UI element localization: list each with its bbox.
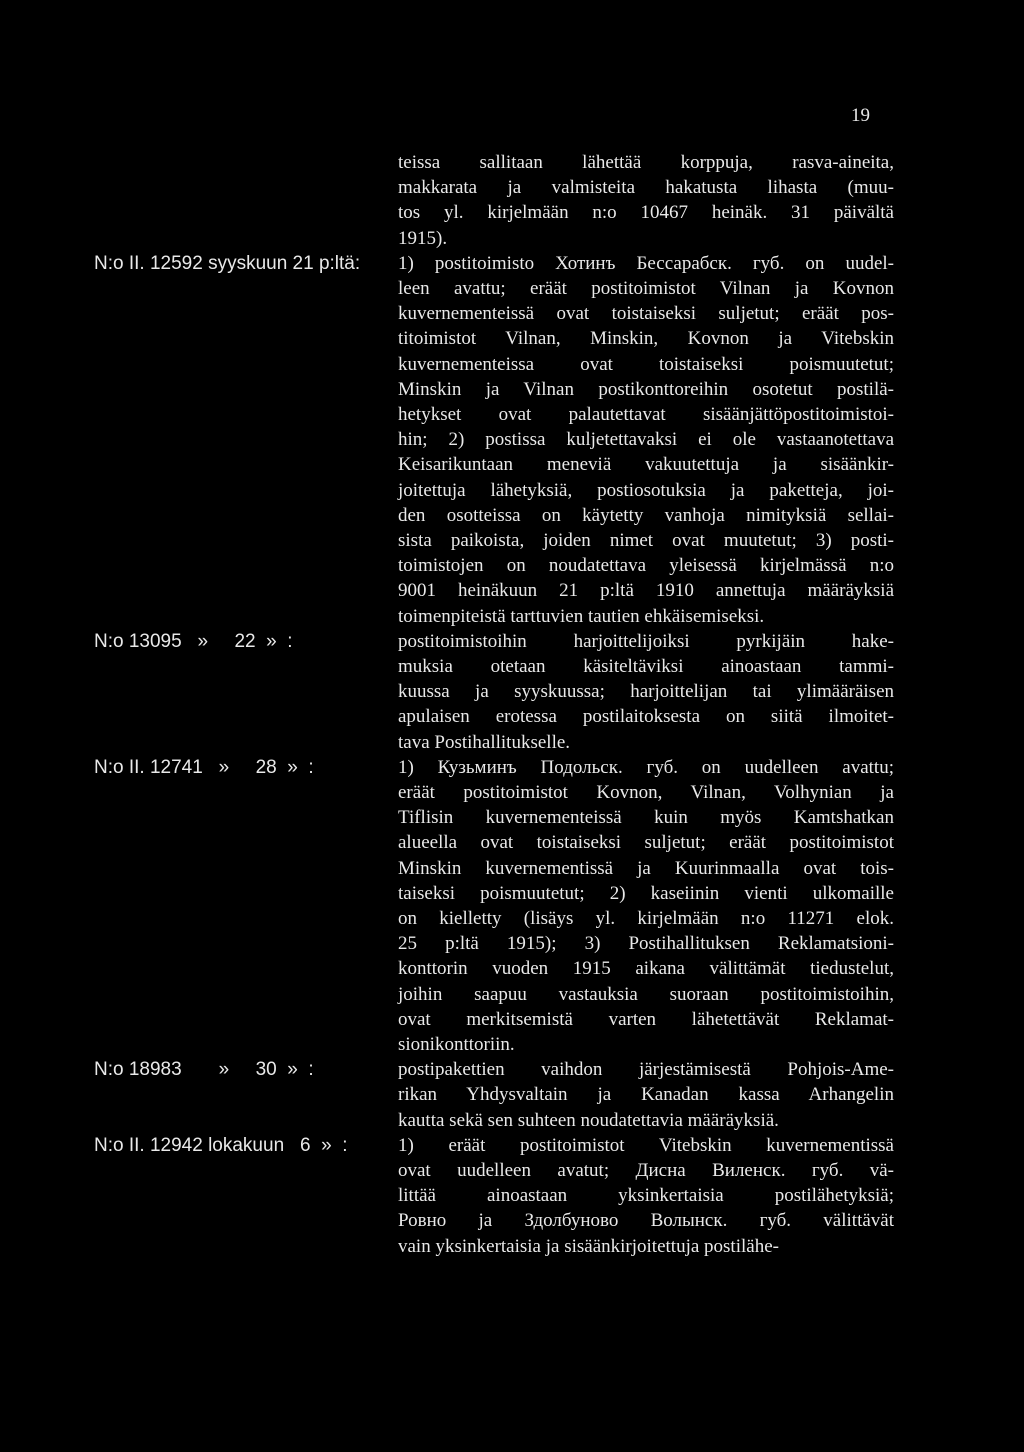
text-line: joihin saapuu vastauksia suoraan postitoimistoihin, xyxy=(398,983,894,1005)
text-line: alueella ovat toistaiseksi suljetut; eräät postitoimistot xyxy=(398,832,894,854)
text-line: sionikonttoriin. xyxy=(398,1033,515,1055)
text-line: 25 p:ltä 1915); 3) Postihallituksen Reklamatsioni- xyxy=(398,933,894,955)
entry-reference: N:o 18983 » 30 » : xyxy=(94,1059,314,1081)
text-line: postitoimistoihin harjoittelijoiksi pyrkijäin hake- xyxy=(398,630,894,652)
text-line: 1) eräät postitoimistot Vitebskin kuvernementissä xyxy=(398,1134,894,1156)
text-line: toimenpiteistä tarttuvien tautien ehkäisemiseksi. xyxy=(398,605,765,627)
entry-reference: N:o II. 12741 » 28 » : xyxy=(94,756,314,778)
text-line: 1) Кузьминъ Подольск. губ. on uudelleen avattu; xyxy=(398,756,894,778)
entry-reference: N:o II. 12592 syyskuun 21 p:ltä: xyxy=(94,252,361,274)
text-line: Minskin ja Vilnan postikonttoreihin osotetut postilä- xyxy=(398,378,894,400)
text-line: muksia otetaan käsiteltäviksi ainoastaan tammi- xyxy=(398,655,894,677)
text-line: on kielletty (lisäys yl. kirjelmään n:o 11271 elok. xyxy=(398,907,894,929)
text-line: kuussa ja syyskuussa; harjoittelijan tai ylimääräisen xyxy=(398,681,894,703)
text-line: hetykset ovat palautettavat sisäänjättöpostitoimistoi- xyxy=(398,403,894,425)
text-line: apulaisen erotessa postilaitoksesta on siitä ilmoitet- xyxy=(398,706,894,728)
text-line: leen avattu; eräät postitoimistot Vilnan ja Kovnon xyxy=(398,277,894,299)
text-line: rikan Yhdysvaltain ja Kanadan kassa Arhangelin xyxy=(398,1084,894,1106)
text-line: Ровно ja Здолбуново Волынск. губ. välittävät xyxy=(398,1210,894,1232)
text-line: titoimistot Vilnan, Minskin, Kovnon ja Vitebskin xyxy=(398,328,894,350)
text-line: toimistojen on noudatettava yleisessä kirjelmässä n:o xyxy=(398,555,894,577)
text-line: hin; 2) postissa kuljetettavaksi ei ole vastaanotettava xyxy=(398,429,894,451)
text-line: postipakettien vaihdon järjestämisestä Pohjois-Ame- xyxy=(398,1059,894,1081)
text-line: Minskin kuvernementissä ja Kuurinmaalla ovat tois- xyxy=(398,857,894,879)
text-line: Keisarikuntaan meneviä vakuutettuja ja sisäänkir- xyxy=(398,454,894,476)
text-line: kuvernementeissa ovat toistaiseksi poismuutetut; xyxy=(398,353,894,375)
text-line: makkarata ja valmisteita hakatusta lihasta (muu- xyxy=(398,177,894,199)
text-line: eräät postitoimistot Kovnon, Vilnan, Volhynian ja xyxy=(398,781,894,803)
text-line: kautta sekä sen suhteen noudatettavia määräyksiä. xyxy=(398,1109,779,1131)
text-line: taiseksi poismuutetut; 2) kaseiinin vienti ulkomaille xyxy=(398,882,894,904)
text-line: joitettuja lähetyksiä, postiosotuksia ja paketteja, joi- xyxy=(398,479,894,501)
entry-reference: N:o II. 12942 lokakuun 6 » : xyxy=(94,1134,348,1156)
text-line: konttorin vuoden 1915 aikana välittämät tiedustelut, xyxy=(398,958,894,980)
text-line: ovat merkitsemistä varten lähetettävät Reklamat- xyxy=(398,1008,894,1030)
text-line: littää ainoastaan yksinkertaisia postilähetyksiä; xyxy=(398,1185,894,1207)
page-number: 19 xyxy=(851,105,870,126)
entry-reference: N:o 13095 » 22 » : xyxy=(94,630,293,652)
text-line: 1) postitoimisto Хотинъ Бессарабск. губ. on uudel- xyxy=(398,252,894,274)
text-line: 1915). xyxy=(398,227,448,249)
text-line: teissa sallitaan lähettää korppuja, rasva-aineita, xyxy=(398,152,894,173)
text-line: den osotteissa on käytetty vanhoja nimityksiä sellai- xyxy=(398,504,894,526)
text-line: vain yksinkertaisia ja sisäänkirjoitettuja postilähe- xyxy=(398,1235,779,1257)
text-line: tos yl. kirjelmään n:o 10467 heinäk. 31 päivältä xyxy=(398,202,894,224)
text-line: Tiflisin kuvernementeissä kuin myös Kamtshatkan xyxy=(398,807,894,829)
text-line: 9001 heinäkuun 21 p:ltä 1910 annettuja määräyksiä xyxy=(398,580,894,602)
text-line: tava Postihallitukselle. xyxy=(398,731,571,753)
text-line: ovat uudelleen avatut; Дисна Виленск. губ. vä- xyxy=(398,1159,894,1181)
text-line: sista paikoista, joiden nimet ovat muutetut; 3) posti- xyxy=(398,529,894,551)
text-line: kuvernementeissä ovat toistaiseksi suljetut; eräät pos- xyxy=(398,303,894,325)
